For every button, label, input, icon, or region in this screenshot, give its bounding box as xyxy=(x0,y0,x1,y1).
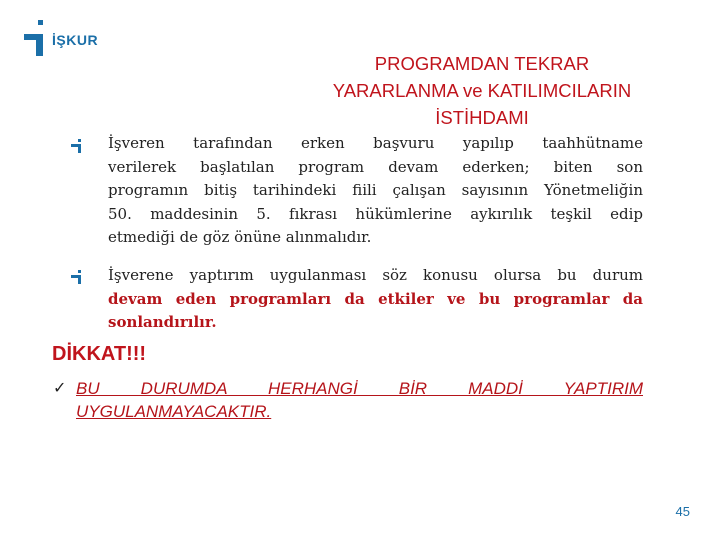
iskur-bullet-icon xyxy=(70,270,82,284)
bullet-1-line-2: verilerek başlatılan program devam ederken; biten son xyxy=(108,157,643,176)
warning-heading: DİKKAT!!! xyxy=(52,343,147,365)
title-line-2: YARARLANMA ve KATILIMCILARIN xyxy=(332,80,632,101)
bullet-1-line-3: programın bitiş tarihindeki fiili çalışan sayısının Yönetmeliğin xyxy=(108,181,643,199)
bullet-1-line-1: İşveren tarafından erken başvuru yapılıp taahhütname xyxy=(108,134,643,152)
checkmark-icon: ✓ xyxy=(53,380,67,397)
slide-title xyxy=(290,50,674,131)
iskur-bullet-icon xyxy=(70,139,82,153)
bullet-1-line-5: etmediği de göz önüne alınmalıdır. xyxy=(108,228,372,246)
logo-text: İŞKUR xyxy=(52,32,99,48)
title-line-3: İSTİHDAMI xyxy=(435,107,529,128)
page-number: 45 xyxy=(675,504,690,519)
warning-line-1: BU DURUMDA HERHANGİ BİR MADDİ YAPTIRIM xyxy=(76,379,643,398)
bullet-paragraph-2 xyxy=(108,264,643,335)
bullet-2-line-3: sonlandırılır. xyxy=(108,313,217,331)
bullet-2-line-2: devam eden programları da etkiler ve bu programlar da xyxy=(108,289,643,308)
bullet-paragraph-1 xyxy=(108,132,643,250)
title-line-1: PROGRAMDAN TEKRAR xyxy=(374,53,590,74)
bullet-2-line-1: İşverene yaptırım uygulanması söz konusu olursa bu durum xyxy=(108,266,643,284)
warning-text xyxy=(76,377,643,423)
warning-line-2: UYGULANMAYACAKTIR. xyxy=(76,402,272,421)
bullet-1-line-4: 50. maddesinin 5. fıkrası hükümlerine aykırılık teşkil edip xyxy=(108,204,643,223)
